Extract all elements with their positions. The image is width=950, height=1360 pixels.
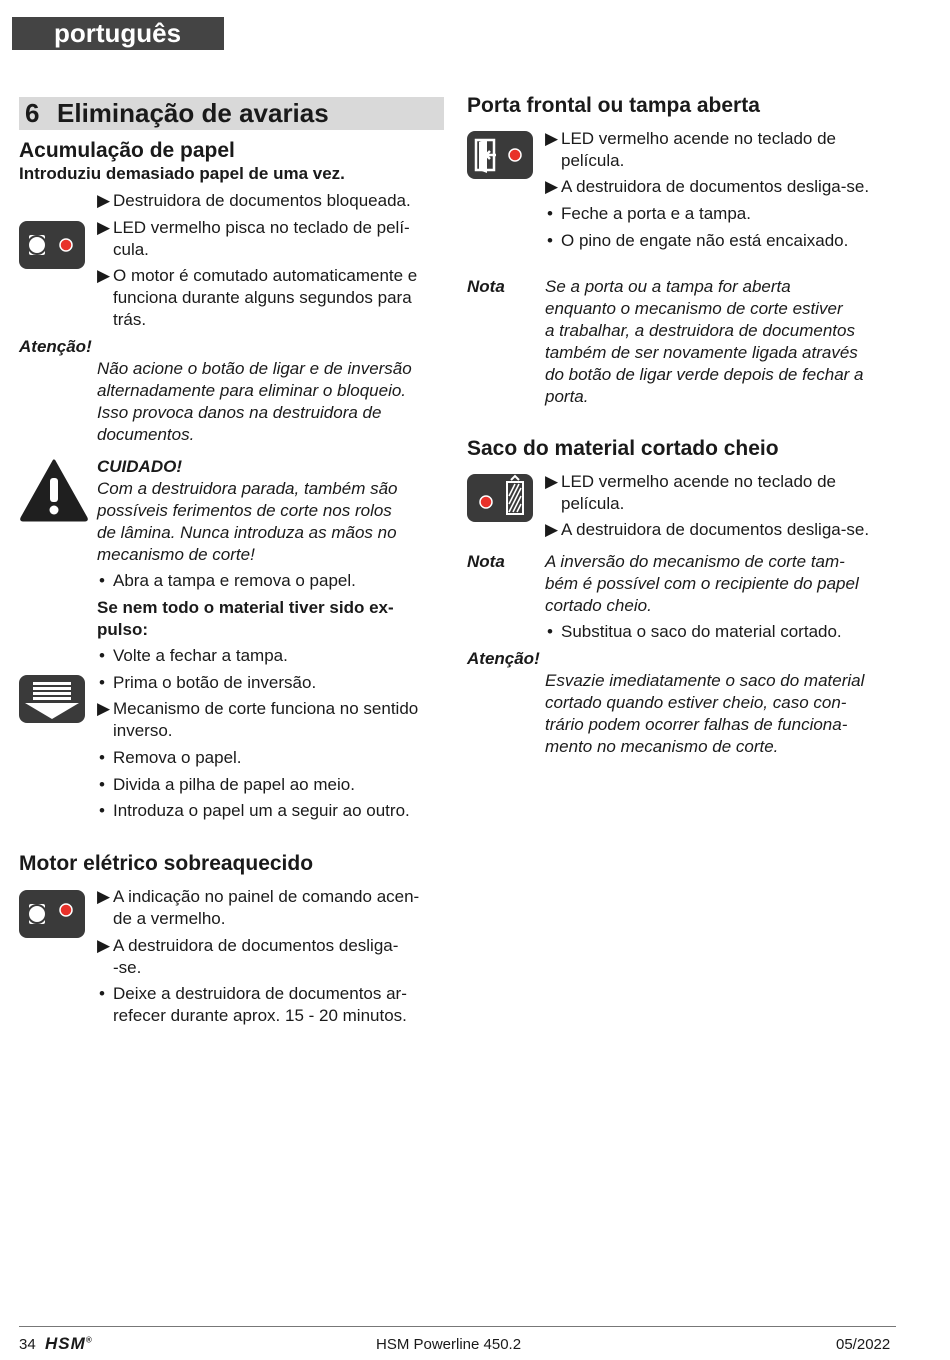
list-item: ▶ LED vermelho acende no teclado de película. — [545, 472, 837, 513]
paper-jam-subtitle: Introduziu demasiado papel de uma vez. — [19, 164, 345, 183]
attention-text: Esvazie imediatamente o saco do material cortado quando estiver cheio, caso con- trário podem ocorrer falhas de funciona- mento no mecanismo de corte. — [545, 671, 865, 756]
brand-logo: HSM® — [45, 1334, 93, 1353]
door-title: Porta frontal ou tampa aberta — [467, 94, 760, 117]
bullet-icon: • — [99, 984, 105, 1003]
bullet-icon: • — [99, 775, 105, 794]
bullet-icon: • — [99, 673, 105, 692]
attention-text: Não acione o botão de ligar e de inversão alternadamente para eliminar o bloqueio. Isso provoca danos na destruidora de documentos. — [97, 359, 412, 444]
arrow-marker-icon: ▶ — [545, 472, 559, 491]
list-item: • Feche a porta e a tampa. — [547, 204, 751, 223]
bullet-icon: • — [99, 571, 105, 590]
arrow-marker-icon: ▶ — [97, 936, 111, 955]
list-item: • Remova o papel. — [99, 748, 242, 767]
arrow-marker-icon: ▶ — [97, 699, 111, 718]
if-not-all-heading: Se nem todo o material tiver sido ex- pulso: — [97, 598, 394, 639]
list-item: • Introduza o papel um a seguir ao outro. — [99, 801, 410, 820]
list-item: ▶ A destruidora de documentos desliga-se. — [545, 177, 870, 196]
arrow-marker-icon: ▶ — [97, 266, 111, 285]
document-date: 05/2022 — [836, 1336, 891, 1353]
list-item: • Divida a pilha de papel ao meio. — [99, 775, 355, 794]
arrow-marker-icon: ▶ — [545, 129, 559, 148]
model-name: HSM Powerline 450.2 — [376, 1336, 522, 1353]
attention-label: Atenção! — [467, 649, 540, 668]
list-item: • Volte a fechar a tampa. — [99, 646, 288, 665]
reverse-button-icon — [19, 675, 85, 723]
list-item: ▶ A indicação no painel de comando acen- de a vermelho. — [97, 887, 420, 928]
bag-title: Saco do material cortado cheio — [467, 437, 779, 460]
bag-full-led-icon — [467, 474, 533, 522]
note-label: Nota — [467, 552, 505, 571]
arrow-marker-icon: ▶ — [545, 177, 559, 196]
section-title-bar — [19, 97, 444, 130]
list-item: • Substitua o saco do material cortado. — [547, 622, 842, 641]
paper-jam-title: Acumulação de papel — [19, 139, 235, 162]
bullet-icon: • — [547, 231, 553, 250]
section-title — [19, 97, 444, 130]
arrow-marker-icon: ▶ — [97, 191, 111, 210]
caution-text: Com a destruidora parada, também são possíveis ferimentos de corte nos rolos de lâmina. Nunca introduza as mãos no mecanismo de corte! — [97, 479, 398, 564]
list-item: ▶ A destruidora de documentos desliga- -se. — [97, 936, 399, 977]
note-text: A inversão do mecanismo de corte tam- bém é possível com o recipiente do papel cortado cheio. — [545, 552, 859, 615]
arrow-marker-icon: ▶ — [97, 887, 111, 906]
list-item: • Deixe a destruidora de documentos ar- refecer durante aprox. 15 - 20 minutos. — [99, 984, 407, 1025]
control-panel-led-icon — [19, 221, 85, 269]
list-item: ▶ A destruidora de documentos desliga-se. — [545, 520, 870, 539]
arrow-marker-icon: ▶ — [545, 520, 559, 539]
list-item: ▶ LED vermelho acende no teclado de película. — [545, 129, 837, 170]
section-title-text: Eliminação de avarias — [57, 98, 329, 128]
list-item: • Abra a tampa e remova o papel. — [99, 571, 356, 590]
control-panel-led-icon — [19, 890, 85, 938]
page-number: 34 — [19, 1336, 36, 1353]
bullet-icon: • — [99, 748, 105, 767]
language-tab: português — [12, 17, 224, 50]
list-item: ▶ LED vermelho pisca no teclado de pelí- cula. — [97, 218, 410, 259]
footer-divider — [19, 1326, 896, 1327]
bullet-icon: • — [547, 204, 553, 223]
motor-title: Motor elétrico sobreaquecido — [19, 852, 314, 875]
list-item: ▶ Destruidora de documentos bloqueada. — [97, 191, 411, 210]
section-number: 6 — [25, 98, 40, 128]
list-item: ▶ O motor é comutado automaticamente e funciona durante alguns segundos para trás. — [97, 266, 418, 329]
bullet-icon: • — [99, 801, 105, 820]
arrow-marker-icon: ▶ — [97, 218, 111, 237]
bullet-icon: • — [547, 622, 553, 641]
note-label: Nota — [467, 277, 505, 296]
bullet-icon: • — [99, 646, 105, 665]
door-open-led-icon — [467, 131, 533, 179]
list-item: • O pino de engate não está encaixado. — [547, 231, 849, 250]
list-item: ▶ Mecanismo de corte funciona no sentido inverso. — [97, 699, 419, 740]
note-text: Se a porta ou a tampa for aberta enquanto o mecanismo de corte estiver a trabalhar, a destruidora de documentos também de ser novamente ligada através do botão de ligar verde depois de fechar a porta. — [545, 277, 864, 406]
list-item: • Prima o botão de inversão. — [99, 673, 317, 692]
warning-triangle-icon — [19, 458, 89, 527]
caution-label: CUIDADO! — [97, 457, 182, 476]
attention-label: Atenção! — [19, 337, 92, 356]
